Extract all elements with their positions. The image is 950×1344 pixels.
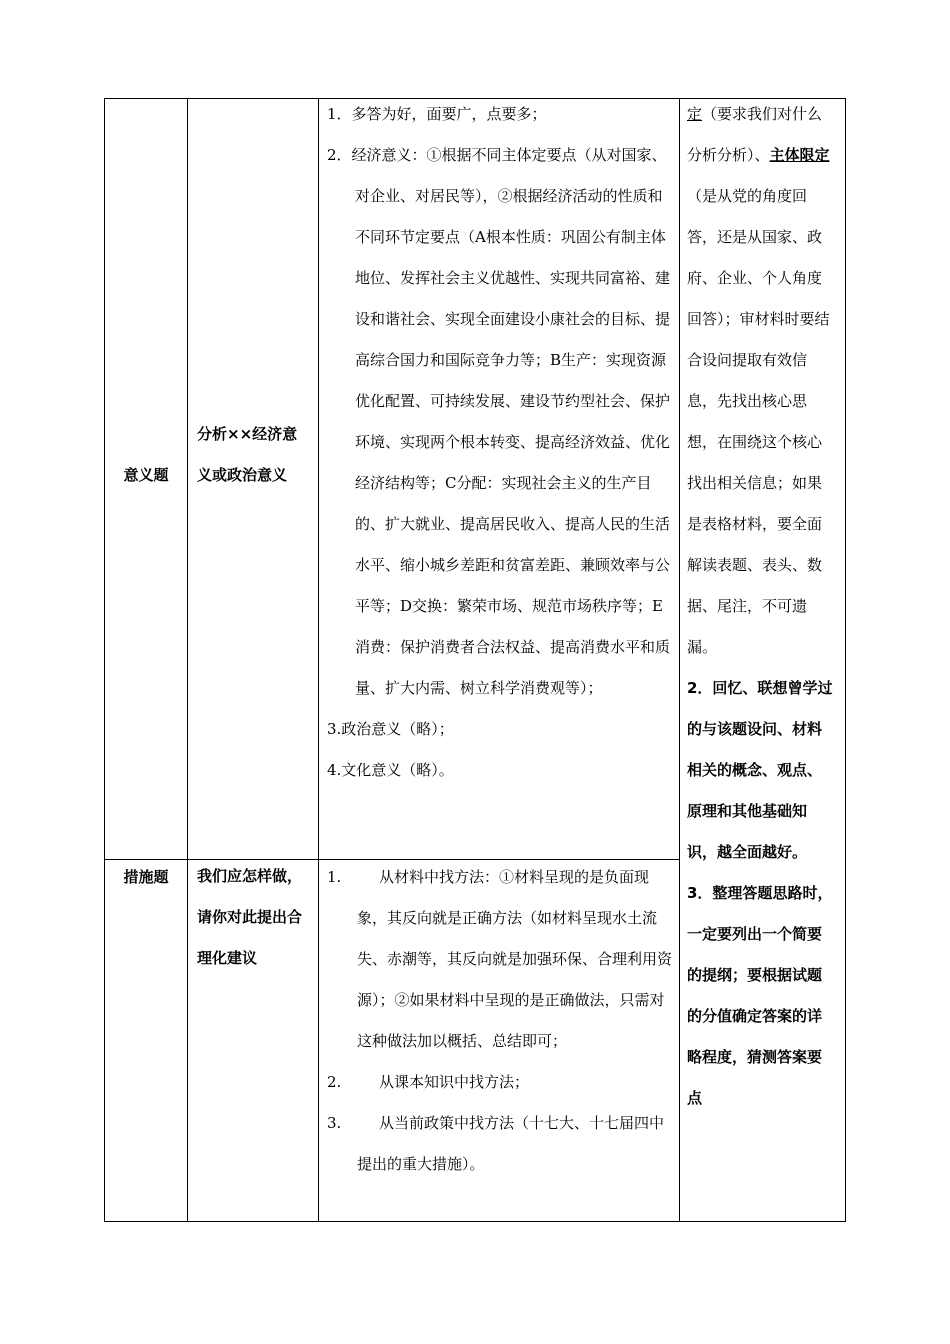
measure-text-1: 从材料中找方法：①材料呈现的是负面现象，其反向就是正确方法（如材料呈现水土流失、赤潮等，其反向就是加强环保、合理利用资源）；②如果材料中呈现的是正确做法，只需对这种做法加以概括、总结即可； [357,868,673,1050]
note-paragraph-1 [687,94,835,668]
question-prompt-meaning: 分析××经济意义或政治意义 [197,425,298,484]
note-subject-limit: 主体限定 [769,146,830,164]
measure-item-2 [327,1062,673,1103]
table-right-border [845,98,846,1222]
note-paragraph-2: 2．回忆、联想曾学过的与该题设问、材料相关的概念、观点、原理和其他基础知识，越全面越好。 [687,679,833,861]
answer-list-measures [327,857,673,1185]
answer-list-meaning [327,94,673,791]
table-bottom-border [104,1221,846,1222]
col-divider-1 [187,98,188,1222]
question-type-measures: 措施题 [123,868,169,886]
measure-item-1 [327,857,673,1062]
question-type-meaning: 意义题 [123,466,169,484]
note-text-2: （是从党的角度回答，还是从国家、政府、企业、个人角度回答）；审材料时要结合设问提取有效信息，先找出核心思想，在围绕这个核心找出相关信息；如果是表格材料，要全面解读表题、表头、数据、尾注，不可遗漏。 [687,187,830,656]
answer-item-3: 3.政治意义（略）； [327,720,454,738]
answer-item-1: 1．多答为好，面要广，点要多； [327,105,547,123]
method-notes [687,94,835,1119]
note-text-1: （要求我们对什么分析分析）、 [687,105,823,164]
measure-number-1: 1. [327,868,342,886]
question-prompt-measures: 我们应怎样做，请你对此提出合理化建议 [197,867,303,967]
col-divider-3 [679,98,680,1222]
answer-item-2: 2．经济意义：①根据不同主体定要点（从对国家、对企业、对居民等），②根据经济活动的性质和不同环节定要点（A根本性质：巩固公有制主体地位、发挥社会主义优越性、实现共同富裕、建设和谐社会、实现全面建设小康社会的目标、提高综合国力和国际竞争力等；B生产：实现资源优化配置、可持续发展、建设节约型社会、保护环境、实现两个根本转变、提高经济效益、优化经济结构等；C分配：实现社会主义的生产目的、扩大就业、提高居民收入、提高人民的生活水平、缩小城乡差距和贫富差距、兼顾效率与公平等；D交换：繁荣市场、规范市场秩序等；E消费：保护消费者合法权益、提高消费水平和质量、扩大内需、树立科学消费观等）； [327,146,671,697]
measure-text-2: 从课本知识中找方法； [379,1073,530,1091]
measure-text-3: 从当前政策中找方法（十七大、十七届四中提出的重大措施）。 [357,1114,665,1173]
note-underlined-term: 定 [687,105,703,123]
col-divider-2 [318,98,319,1222]
measure-number-2: 2. [327,1073,342,1091]
measure-item-3 [327,1103,673,1185]
answer-item-4: 4.文化意义（略）。 [327,761,454,779]
measure-number-3: 3. [327,1114,342,1132]
note-paragraph-3: 3．整理答题思路时，一定要列出一个简要的提纲；要根据试题的分值确定答案的详略程度，猜测答案要点 [687,884,833,1107]
table-left-border [104,98,105,1222]
